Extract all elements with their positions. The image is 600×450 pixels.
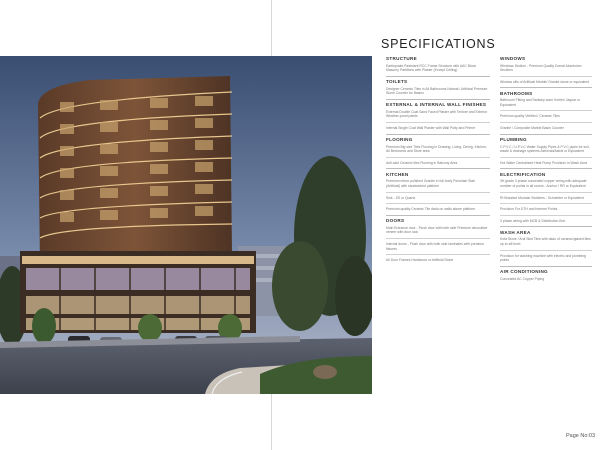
spec-section — [500, 87, 592, 133]
spec-item: 3 phase wiring with MCB & Distribution Box — [500, 215, 592, 227]
spec-section-title: AIR CONDITIONING — [500, 266, 592, 276]
spec-section — [386, 134, 490, 169]
spec-section-title: FLOORING — [386, 134, 490, 144]
spec-section — [386, 56, 490, 76]
spec-item: RI Branded Modular Switches - Schneider or Equivalent — [500, 192, 592, 204]
spec-item: Provision For DTH and Internet Points — [500, 203, 592, 215]
spec-item: Premium mirror polished Granite in full body Porcelain Slab (Artificial) with sandwiched platform — [386, 179, 475, 189]
spec-section-title: KITCHEN — [386, 168, 490, 178]
spec-section-title: WINDOWS — [500, 56, 526, 61]
spec-section — [386, 99, 490, 134]
building-render-image — [0, 56, 372, 394]
spec-item: C.P.V.C / U.P.V.C Water Supply Pipes & P.V.C pipes for soil, waste & drainage systems Ashirvad/Astral or Equivalent — [500, 144, 590, 154]
spec-section — [500, 134, 592, 169]
spec-section-title: ELECTRIFICATION — [500, 168, 592, 178]
spec-section — [500, 168, 592, 226]
page-number: Page No:03 — [566, 433, 596, 439]
spec-item: Provision for washing machine with electric and plumbing points — [500, 250, 592, 266]
page-title: SPECIFICATIONS — [381, 37, 496, 51]
spec-item: All Door Frames Hardwood or Artificial Stone — [386, 254, 490, 266]
spec-item: Sink - SS or Quartz — [386, 192, 490, 204]
spec-section — [386, 76, 490, 99]
spec-section-title: PLUMBING — [500, 134, 592, 144]
spec-section — [386, 215, 490, 266]
spec-section-title: DOORS — [386, 215, 490, 225]
spec-item: Premium quality Ceramic Tile dado on walls above platform — [386, 203, 490, 215]
spec-section-title: EXTERNAL & INTERNAL WALL FINISHES — [386, 99, 490, 109]
spec-item: 3H grade 3 phase concealed copper wiring with adequate number of points in all rooms - Anchor / RR or Equivalent — [500, 179, 587, 189]
spec-section — [386, 168, 490, 214]
spec-item: Main Entrance door - Flush door with both side Premium decorative veneer with door lock — [386, 225, 488, 235]
spec-item: Windows Section - Premium Quality Domal Aluminium Sections — [500, 63, 582, 73]
spec-section — [500, 266, 592, 285]
spec-item: Anti-skid Ceramic tiles Flooring in Balcony Area — [386, 157, 490, 169]
spec-item: Designer Ceramic Tiles in All Bathrooms Natural / Artificial Premium Stone Counter for Basins — [386, 86, 488, 96]
spec-item: Earthquake Resistant RCC Frame Structure with AAC Block Masonry Partitions with Plaster (Except Ceiling) — [386, 63, 477, 73]
spec-item: Hot Water Centralised Heat Pump Provision in Wash Area — [500, 157, 592, 169]
spec-section — [500, 56, 592, 87]
spec-section-title: STRUCTURE — [386, 56, 418, 61]
spec-item: Kota Stone / Anti Skid Tiles with dado of ceramic/glazed tiles up to sill level — [500, 237, 591, 246]
spec-section-title: BATHROOMS — [500, 87, 592, 97]
spec-item: Bathroom Fitting and Sanitary ware Kohler/ Jaquar or Equivalent — [500, 98, 581, 107]
spec-item: Premium Big size Tiles Flooring in Drawing, Living, Dining, Kitchen, All Bedrooms and Store area — [386, 144, 487, 154]
spec-item: Window sills of Artificial Marble/ Granite stone or equivalent — [500, 76, 592, 88]
spec-section-title: TOILETS — [386, 76, 490, 86]
spec-item: Concealed AC Copper Piping — [500, 276, 545, 281]
spec-item: Granite / Composite Marble Basin Counter — [500, 122, 592, 134]
spec-column-left — [386, 56, 490, 266]
spec-item: Internal doors - Flush door with both side laminates with premium fixtures — [386, 238, 490, 254]
spec-section-title: WASH AREA — [500, 226, 592, 236]
spec-column-right — [500, 56, 592, 284]
spec-item: External Double Coat Sand Faced Plaster with Texture and Exterior Weather-proof paints — [386, 109, 488, 119]
spec-item: Premium quality Vitrified / Ceramic Tiles — [500, 110, 592, 122]
spec-item: Internal Single Coat Wall Plaster with Wall Putty and Primer — [386, 122, 490, 134]
spec-section — [500, 226, 592, 265]
